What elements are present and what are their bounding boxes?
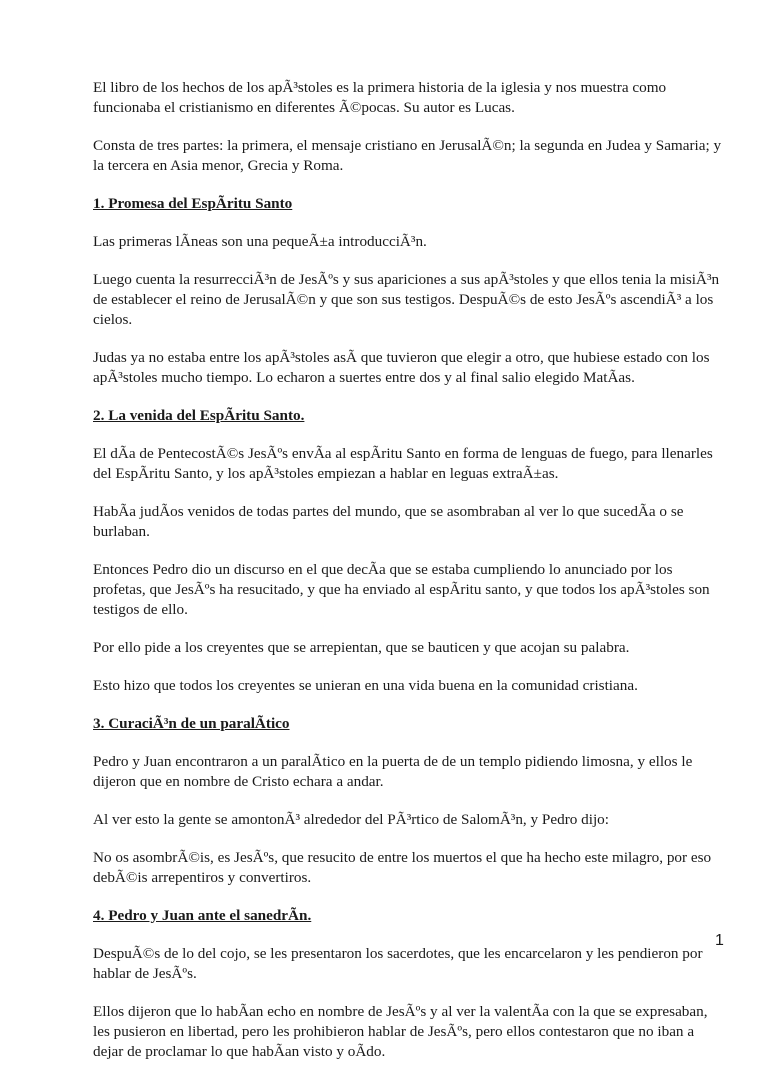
paragraph: Al ver esto la gente se amontonÃ³ alrededor del PÃ³rtico de SalomÃ³n, y Pedro dijo: [93,811,609,828]
paragraph: El dÃa de PentecostÃ©s JesÃºs envÃa al espÃritu Santo en forma de lenguas de fuego, para llenarles del EspÃritu Santo, y los apÃ³stoles empiezan a hablar en leguas extraÃ±as. [93,445,713,482]
section-heading-2: 2. La venida del EspÃritu Santo. [93,407,305,424]
paragraph: Por ello pide a los creyentes que se arrepientan, que se bauticen y que acojan su palabra. [93,639,630,656]
paragraph: HabÃa judÃos venidos de todas partes del mundo, que se asombraban al ver lo que sucedÃa o se burlaban. [93,503,684,540]
paragraph: Pedro y Juan encontraron a un paralÃtico en la puerta de de un templo pidiendo limosna, y ellos le dijeron que en nombre de Cristo echara a andar. [93,753,693,790]
paragraph: Luego cuenta la resurrecciÃ³n de JesÃºs y sus apariciones a sus apÃ³stoles y que ellos tenia la misiÃ³n de establecer el reino de JerusalÃ©n y que son sus testigos. DespuÃ©s de esto JesÃºs ascendiÃ³ a los cielos. [93,271,720,328]
page-number: 1 [715,932,724,949]
section-heading-1: 1. Promesa del EspÃritu Santo [93,195,293,212]
document-page [93,78,723,1080]
paragraph: Judas ya no estaba entre los apÃ³stoles asÃ que tuvieron que elegir a otro, que hubiese estado con los apÃ³stoles mucho tiempo. Lo echaron a suertes entre dos y al final salio elegido MatÃas. [93,349,710,386]
paragraph: No os asombrÃ©is, es JesÃºs, que resucito de entre los muertos el que ha hecho este milagro, por eso debÃ©is arrepentiros y convertiros. [93,849,712,886]
paragraph-intro: El libro de los hechos de los apÃ³stoles es la primera historia de la iglesia y nos muestra como funcionaba el cristianismo en diferentes Ã©pocas. Su autor es Lucas. [93,79,667,116]
paragraph: DespuÃ©s de lo del cojo, se les presentaron los sacerdotes, que les encarcelaron y les pendieron por hablar de JesÃºs. [93,945,703,982]
section-heading-3: 3. CuraciÃ³n de un paralÃtico [93,715,290,732]
paragraph: Las primeras lÃneas son una pequeÃ±a introducciÃ³n. [93,233,427,250]
paragraph: Ellos dijeron que lo habÃan echo en nombre de JesÃºs y al ver la valentÃa con la que se expresaban, les pusieron en libertad, pero les prohibieron hablar de JesÃºs, pero ellos contestaron que no iban a dejar de proclamar lo que habÃan visto y oÃdo. [93,1003,708,1060]
paragraph-parts: Consta de tres partes: la primera, el mensaje cristiano en JerusalÃ©n; la segunda en Judea y Samaria; y la tercera en Asia menor, Grecia y Roma. [93,137,722,174]
section-heading-4: 4. Pedro y Juan ante el sanedrÃn. [93,907,312,924]
paragraph: Entonces Pedro dio un discurso en el que decÃa que se estaba cumpliendo lo anunciado por los profetas, que JesÃºs ha resucitado, y que ha enviado al espÃritu santo, y que todos los apÃ³stoles son testigos de ello. [93,561,710,618]
paragraph: Esto hizo que todos los creyentes se unieran en una vida buena en la comunidad cristiana. [93,677,638,694]
